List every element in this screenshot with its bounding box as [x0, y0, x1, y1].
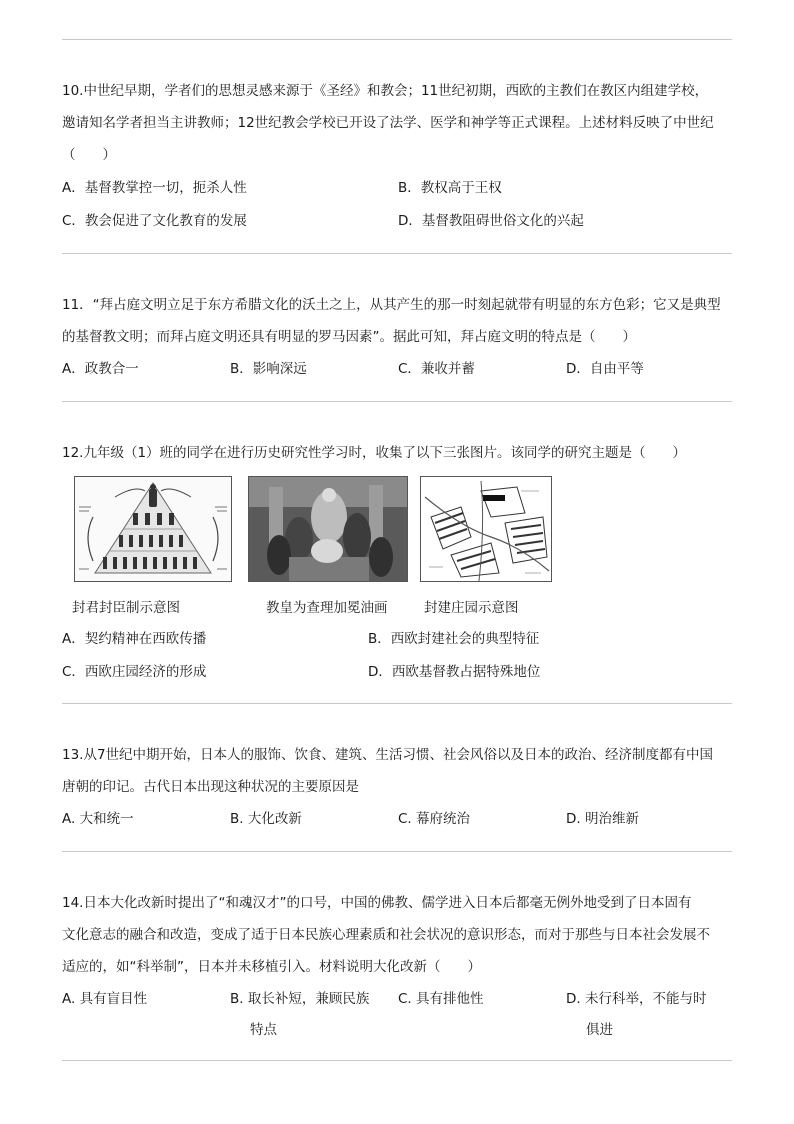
question-text: 13.从7世纪中期开始，日本人的服饰、饮食、建筑、生活习惯、社会风俗以及日本的政治、经济制度都有中国	[62, 747, 714, 763]
option-a[interactable]: A. 具有盲目性	[62, 991, 148, 1007]
question-text: 14.日本大化改新时提出了“和魂汉才”的口号，中国的佛教、儒学进入日本后都毫无例外地受到了日本固有	[62, 895, 692, 911]
image-caption: 教皇为查理加冕油画	[266, 600, 388, 616]
option-b[interactable]: B. 大化改新	[230, 811, 302, 827]
option-c[interactable]: C．兼收并蓄	[398, 361, 475, 377]
image-caption: 封君封臣制示意图	[72, 600, 180, 616]
question-text: 适应的，如“科举制”，日本并未移植引入。材料说明大化改新（ ）	[62, 959, 481, 975]
question-text: 文化意志的融合和改造，变成了适于日本民族心理素质和社会状况的意识形态，而对于那些与日本社会发展不	[62, 927, 710, 943]
option-c[interactable]: C. 幕府统治	[398, 811, 471, 827]
option-b[interactable]: B. 取长补短，兼顾民族	[230, 991, 370, 1007]
separator	[62, 703, 732, 704]
option-d[interactable]: D．基督教阻碍世俗文化的兴起	[398, 213, 584, 229]
question-text: 11．“拜占庭文明立足于东方希腊文化的沃土之上，从其产生的那一时刻起就带有明显的东方色彩；它又是典型	[62, 297, 721, 313]
option-b[interactable]: B．西欧封建社会的典型特征	[368, 631, 540, 647]
question-text: 唐朝的印记。古代日本出现这种状况的主要原因是	[62, 779, 359, 795]
option-c[interactable]: C．教会促进了文化教育的发展	[62, 213, 247, 229]
question-text: 10.中世纪早期，学者们的思想灵感来源于《圣经》和教会；11世纪初期，西欧的主教们在教区内组建学校，	[62, 83, 709, 99]
option-b[interactable]: B．教权高于王权	[398, 180, 502, 196]
image-caption: 封建庄园示意图	[424, 600, 519, 616]
question-blank: （ ）	[62, 147, 116, 163]
separator	[62, 1060, 732, 1061]
coronation-painting	[248, 476, 408, 582]
option-d[interactable]: D．自由平等	[566, 361, 644, 377]
option-b[interactable]: B．影响深远	[230, 361, 307, 377]
option-d-continued[interactable]: 俱进	[586, 1022, 613, 1038]
feudal-pyramid-diagram	[74, 476, 232, 582]
option-b-continued[interactable]: 特点	[250, 1022, 277, 1038]
separator	[62, 39, 732, 40]
manor-map	[420, 476, 552, 582]
option-d[interactable]: D. 明治维新	[566, 811, 639, 827]
question-text: 12.九年级（1）班的同学在进行历史研究性学习时，收集了以下三张图片。该同学的研究主题是（ ）	[62, 445, 687, 461]
option-a[interactable]: A．政教合一	[62, 361, 139, 377]
option-d[interactable]: D．西欧基督教占据特殊地位	[368, 664, 541, 680]
option-c[interactable]: C．西欧庄园经济的形成	[62, 664, 207, 680]
separator	[62, 401, 732, 402]
option-a[interactable]: A. 大和统一	[62, 811, 134, 827]
option-c[interactable]: C. 具有排他性	[398, 991, 484, 1007]
option-a[interactable]: A．基督教掌控一切，扼杀人性	[62, 180, 247, 196]
option-a[interactable]: A．契约精神在西欧传播	[62, 631, 207, 647]
option-d[interactable]: D. 未行科举，不能与时	[566, 991, 707, 1007]
question-text: 的基督教文明；而拜占庭文明还具有明显的罗马因素”。据此可知，拜占庭文明的特点是（ ）	[62, 329, 636, 345]
separator	[62, 253, 732, 254]
separator	[62, 851, 732, 852]
question-text: 邀请知名学者担当主讲教师；12世纪教会学校已开设了法学、医学和神学等正式课程。上述材料反映了中世纪	[62, 115, 714, 131]
